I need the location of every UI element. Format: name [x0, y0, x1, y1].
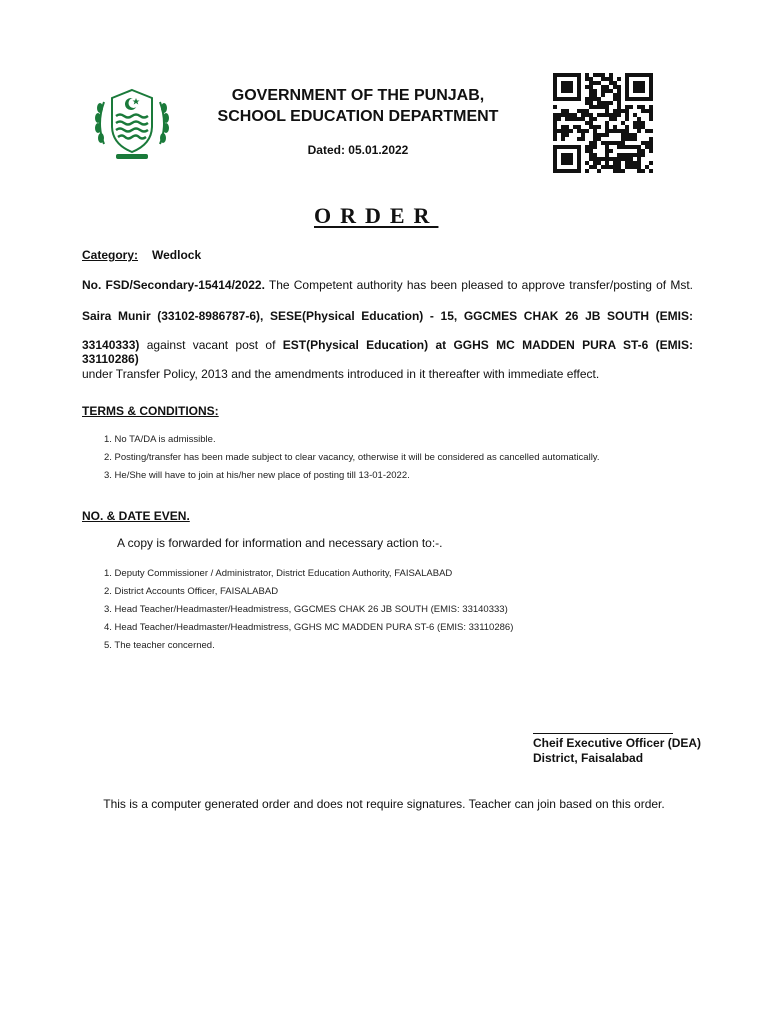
new-post-details: EST(Physical Education) at GGHS MC MADDEN PURA ST-6 (EMIS: 33110286) [82, 338, 693, 366]
order-line-2 [82, 309, 693, 323]
even-title: NO. & DATE EVEN. [82, 509, 190, 523]
footer-note: This is a computer generated order and does not require signatures. Teacher can join based on this order. [103, 797, 665, 811]
order-line-3 [82, 338, 693, 366]
order-text: against vacant post of [139, 338, 283, 352]
order-text: The Competent authority has been pleased to approve transfer/posting of Mst. [264, 278, 693, 292]
terms-list [104, 431, 600, 485]
list-item: 3. He/She will have to join at his/her new place of posting till 13-01-2022. [104, 470, 410, 481]
emis-from: 33140333) [82, 338, 140, 352]
category-value: Wedlock [152, 248, 202, 262]
punjab-emblem-icon [90, 84, 174, 166]
list-item: 1. Deputy Commissioner / Administrator, District Education Authority, FAISALABAD [104, 568, 453, 579]
list-item: 3. Head Teacher/Headmaster/Headmistress, GGCMES CHAK 26 JB SOUTH (EMIS: 33140333) [104, 604, 508, 615]
order-date: Dated: 05.01.2022 [307, 143, 409, 157]
category-row [82, 248, 201, 262]
signatory-district: District, Faisalabad [533, 751, 644, 765]
list-item: 4. Head Teacher/Headmaster/Headmistress, GGHS MC MADDEN PURA ST-6 (EMIS: 33110286) [104, 622, 514, 633]
order-line-4: under Transfer Policy, 2013 and the amendments introduced in it thereafter with immediate effect. [82, 367, 600, 381]
department-heading: SCHOOL EDUCATION DEPARTMENT [217, 108, 499, 125]
qr-code-icon [553, 73, 653, 173]
copy-forward-text: A copy is forwarded for information and necessary action to:-. [117, 536, 443, 550]
list-item: 5. The teacher concerned. [104, 640, 215, 651]
order-title: ORDER [314, 203, 439, 228]
list-item: 2. Posting/transfer has been made subject to clear vacancy, otherwise it will be considered as cancelled automatically. [104, 452, 600, 463]
list-item: 2. District Accounts Officer, FAISALABAD [104, 586, 279, 597]
employee-details: Saira Munir (33102-8986787-6), SESE(Physical Education) - 15, GGCMES CHAK 26 JB SOUTH (EMIS: [82, 309, 693, 323]
list-item: 1. No TA/DA is admissible. [104, 434, 216, 445]
order-reference: No. FSD/Secondary-15414/2022. [82, 278, 265, 292]
signatory-title: Cheif Executive Officer (DEA) [533, 736, 702, 750]
signature-line [533, 733, 673, 734]
government-heading: GOVERNMENT OF THE PUNJAB, [231, 87, 485, 104]
category-label: Category: [82, 248, 139, 262]
order-line-1 [82, 278, 693, 292]
terms-title: TERMS & CONDITIONS: [82, 404, 219, 418]
copy-recipients-list [104, 565, 513, 655]
